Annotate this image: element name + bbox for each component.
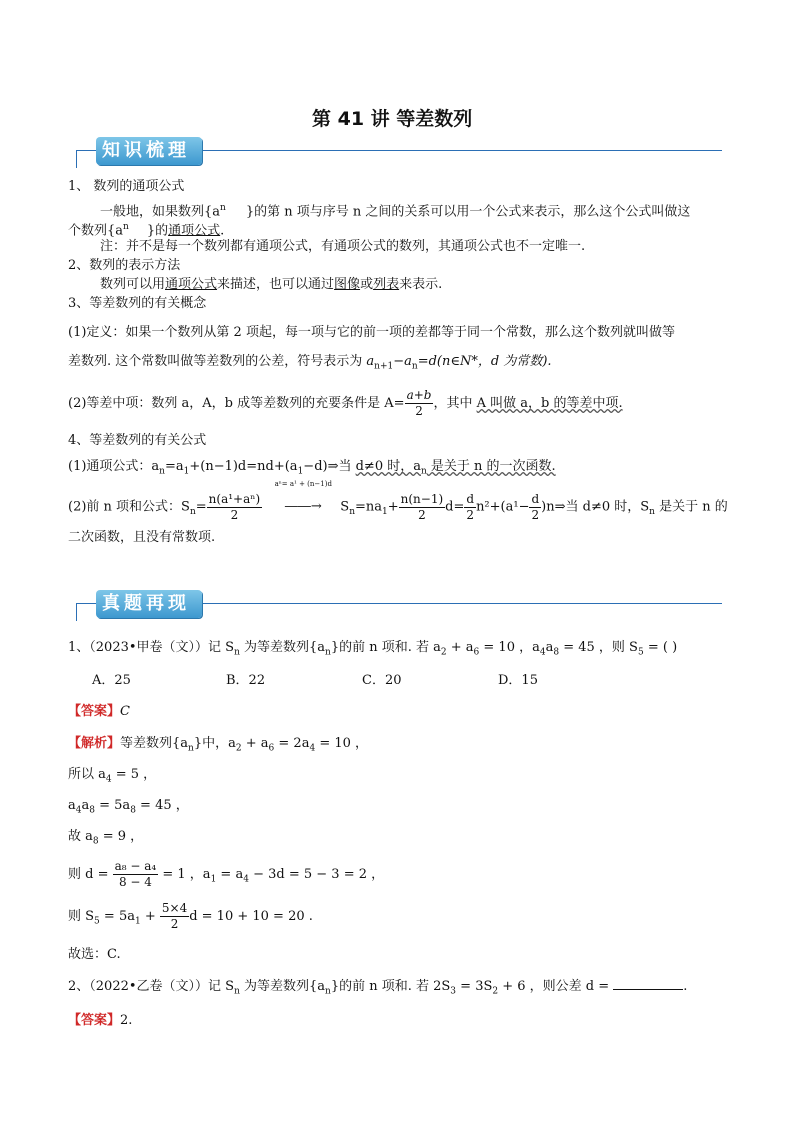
- sum-formula-line: (2)前 n 项和公式：$S_n=$ $\frac{\text{n(a¹+aⁿ)}}{2}$ aⁿ= a¹ + (n−1)d ――→ $S_n=na_1+$ $\frac{n(n-1)}{2}$ d= $\frac{d}{2}$ n²+(a¹− $\frac{d}{2}$ )n⇒当 d≠0 时，$S_n$ 是关于 n 的: [68, 480, 728, 522]
- answer-line: 【答案】C: [68, 704, 130, 719]
- answer-line-2: 【答案】2.: [68, 1013, 133, 1028]
- option-c: C．20: [362, 673, 402, 688]
- option-b: B．22: [226, 673, 266, 688]
- solution-line: 所以 $a_4 = 5$ ，: [68, 767, 157, 785]
- item-heading-3: 3、等差数列的有关概念: [68, 296, 207, 311]
- page-title: 第 41 讲 等差数列: [312, 108, 473, 130]
- solution-line: $a_4a_8 = 5a_8 = 45$ ，: [68, 798, 189, 816]
- formula-line: (1)通项公式：$a_n=a_1+(n-1)d=nd+(a_1-d)\Rightarrow$当 d≠0 时，$a_n$ 是关于 n 的一次函数.: [68, 459, 556, 477]
- solution-conclusion: 故选：C.: [68, 947, 121, 962]
- paragraph: 一般地，如果数列{$a^n$ }的第 n 项与序号 n 之间的关系可以用一个公式来表示，那么这个公式叫做这: [100, 203, 691, 220]
- item-heading-4: 4、等差数列的有关公式: [68, 433, 207, 448]
- section-badge-exam: 真题再现: [96, 590, 202, 618]
- solution-line: 则 $S_5 = 5a_1$ + $\frac{5\times 4}{2}$ d = 10 + 10 = 20 .: [68, 901, 313, 931]
- item-heading-2: 2、数列的表示方法: [68, 258, 181, 273]
- option-a: A．25: [92, 673, 131, 688]
- solution-line: 故 $a_8 = 9$ ，: [68, 829, 144, 847]
- middle-term-line: (2)等差中项：数列 a，A，b 成等差数列的充要条件是 A= $\frac{a+b}{2}$ ，其中 A 叫做 a，b 的等差中项.: [68, 388, 623, 418]
- solution-line: 【解析】等差数列$\{a_n\}$中，$a_2 + a_6 = 2a_4 = 10$ ，: [68, 736, 369, 754]
- answer-blank: [613, 977, 683, 990]
- section-badge-knowledge: 知识梳理: [96, 137, 202, 165]
- section-divider-vert: [76, 603, 77, 621]
- question-1: 1、（2023•甲卷（文））记 $S_n$ 为等差数列$\{a_n\}$的前 n 项和. 若 $a_2 + a_6 = 10$ ，$a_4a_8 = 45$ ，则 $S_5$ = ( ): [68, 640, 678, 658]
- definition-line: 差数列. 这个常数叫做等差数列的公差，符号表示为 $a_{n+1}-a_n=d(n\in N*$，d 为常数).: [68, 354, 552, 372]
- paragraph: 个数列{$a^n$ }的通项公式.: [68, 222, 225, 239]
- section-divider-vert: [76, 150, 77, 168]
- formula-continuation: 二次函数，且没有常数项.: [68, 530, 216, 545]
- solution-line: 则 d = $\frac{\text{a₈ − a₄}}{8 - 4}$ = 1 ，$a_1 = a_4 - 3d = 5 - 3 = 2$ ，: [68, 859, 385, 889]
- item-heading-1: 1、 数列的通项公式: [68, 179, 185, 194]
- paragraph: 数列可以用通项公式来描述，也可以通过图像或列表来表示.: [100, 277, 443, 292]
- note: 注：并不是每一个数列都有通项公式，有通项公式的数列，其通项公式也不一定唯一.: [100, 239, 586, 254]
- option-d: D．15: [498, 673, 538, 688]
- question-2: 2、（2022•乙卷（文））记 $S_n$ 为等差数列$\{a_n\}$的前 n 项和. 若 $2S_3 = 3S_2 + 6$ ，则公差 d = .: [68, 979, 688, 997]
- definition-line: (1)定义：如果一个数列从第 2 项起，每一项与它的前一项的差都等于同一个常数，那么这个数列就叫做等: [68, 325, 675, 340]
